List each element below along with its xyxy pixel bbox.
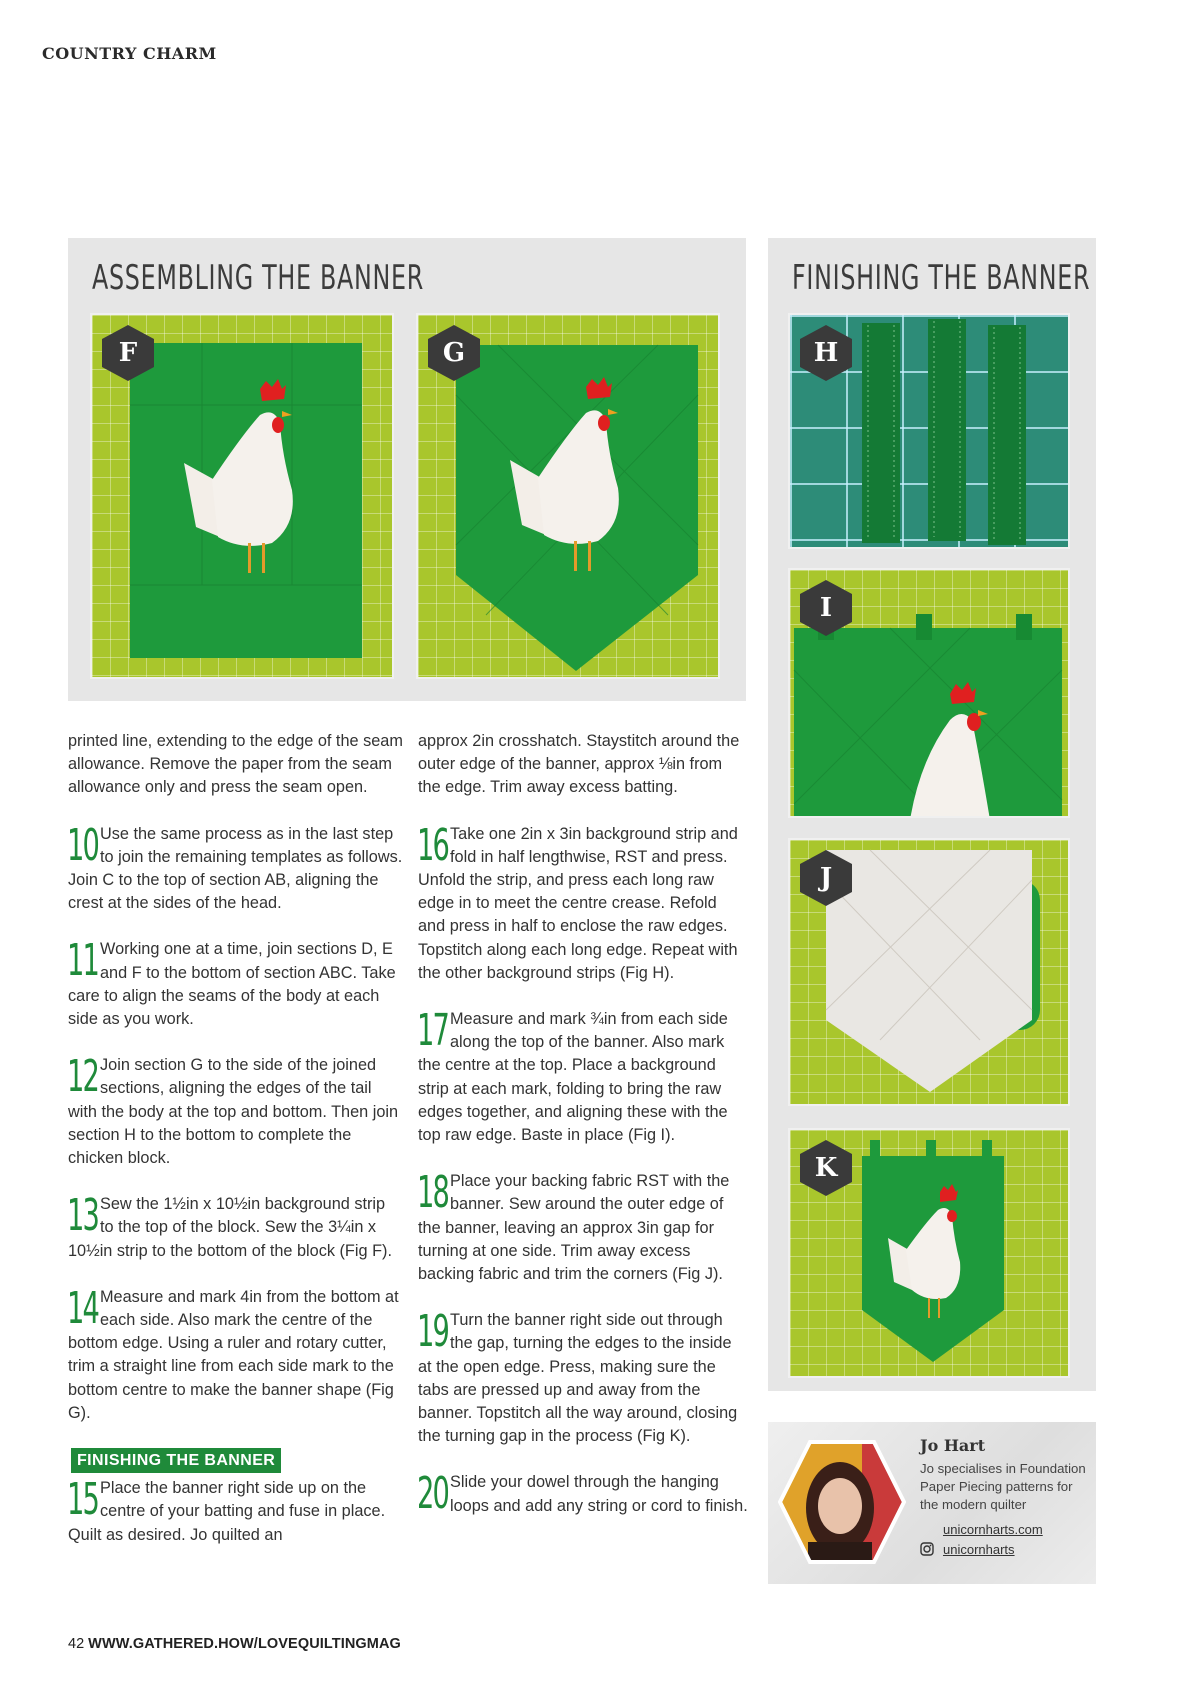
fig-g-label: G [442, 338, 466, 368]
step-number: 14 [67, 1282, 98, 1334]
fig-f-label: F [118, 338, 138, 368]
assembling-title: ASSEMBLING THE BANNER [92, 258, 425, 298]
footer-url: WWW.GATHERED.HOW/LOVEQUILTINGMAG [88, 1636, 401, 1652]
instructions-column-1 [68, 730, 403, 1570]
fig-k-badge [800, 1140, 852, 1196]
column-1-intro: printed line, extending to the edge of the seam allowance. Remove the paper from the seam allowance only and press the seam open. [68, 732, 403, 797]
fig-j-photo [788, 838, 1070, 1106]
step-text: Join section G to the side of the joined sections, aligning the edges of the tail with the body at the top and bottom. Then join section H to the bottom to complete the chicken block. [68, 1056, 399, 1168]
fig-f-badge [102, 325, 154, 381]
page-footer [68, 1636, 401, 1652]
step-number: 18 [417, 1167, 448, 1219]
fig-k-photo [788, 1128, 1070, 1378]
column-2-intro: approx 2in crosshatch. Staystitch around the outer edge of the banner, approx ⅛in from the edge. Trim away excess batting. [418, 732, 740, 797]
step-text: Measure and mark 4in from the bottom at each side. Also mark the centre of the bottom edge. Using a ruler and rotary cutter, trim a straight line from each side mark to the bottom centre to make the banner shape (Fig G). [68, 1287, 399, 1422]
step-number: 10 [67, 819, 98, 871]
fig-h-label: H [813, 338, 839, 368]
instructions-column-2 [418, 730, 748, 1541]
step-16 [417, 819, 748, 985]
step-text: Sew the 1½in x 10½in background strip to the top of the block. Sew the 3¼in x 10½in strip to the bottom of the block (Fig F). [68, 1195, 392, 1260]
instagram-icon [920, 1542, 934, 1556]
fig-g-photo [416, 313, 720, 679]
fig-i-badge [800, 580, 852, 636]
step-19 [417, 1306, 748, 1448]
step-number: 17 [417, 1005, 448, 1057]
finishing-subhead: FINISHING THE BANNER [71, 1448, 281, 1473]
step-number: 12 [67, 1051, 98, 1103]
step-text: Turn the banner right side out through the gap, turning the edges to the inside at the open edge. Press, making sure the tabs are pressed up and away from the banner. Topstitch all the way around, closing the turning gap in the process (Fig K). [418, 1311, 738, 1446]
avatar [778, 1438, 906, 1566]
designer-profile [768, 1422, 1096, 1584]
step-text: Place the banner right side up on the centre of your batting and fuse in place. Quilt as desired. Jo quilted an [68, 1479, 386, 1544]
step-number: 16 [417, 819, 448, 871]
step-number: 19 [417, 1306, 448, 1358]
step-15 [67, 1474, 403, 1547]
step-number: 11 [67, 935, 98, 987]
section-header: COUNTRY CHARM [42, 44, 217, 63]
step-text: Slide your dowel through the hanging loops and add any string or cord to finish. [450, 1473, 748, 1515]
assembling-panel [68, 238, 746, 701]
step-18 [417, 1167, 748, 1286]
step-13 [67, 1190, 403, 1263]
fig-j-label: J [819, 863, 833, 893]
finishing-title: FINISHING THE BANNER [792, 258, 1091, 298]
step-14 [67, 1282, 403, 1425]
fig-i-label: I [819, 593, 833, 623]
fig-h-photo [788, 313, 1070, 549]
step-12 [67, 1051, 403, 1170]
fig-f-photo [90, 313, 394, 679]
fig-g-badge [428, 325, 480, 381]
designer-name: Jo Hart [920, 1436, 986, 1455]
step-text: Place your backing fabric RST with the banner. Sew around the outer edge of the banner, leaving an approx 3in gap for turning at one side. Trim away excess backing fabric and trim the corners (Fig J). [418, 1172, 730, 1284]
step-text: Working one at a time, join sections D, E and F to the bottom of section ABC. Take care to align the seams of the body at each side as you work. [68, 940, 396, 1029]
page-number: 42 [68, 1636, 85, 1652]
step-11 [67, 935, 403, 1031]
step-number: 13 [67, 1190, 98, 1242]
instagram-link[interactable]: unicornharts [943, 1542, 1015, 1557]
fig-j-badge [800, 850, 852, 906]
step-text: Measure and mark ¾in from each side along the top of the banner. Also mark the centre at the top. Place a background strip at each mark, folding to bring the raw edges together, and aligning these with the top raw edge. Baste in place (Fig I). [418, 1010, 728, 1145]
website-link[interactable]: unicornharts.com [943, 1522, 1043, 1537]
step-number: 15 [67, 1474, 98, 1526]
step-10 [67, 819, 403, 916]
step-number: 20 [417, 1468, 448, 1520]
fig-k-label: K [814, 1153, 838, 1183]
designer-bio: Jo specialises in Foundation Paper Piecing patterns for the modern quilter [920, 1461, 1086, 1512]
step-text: Take one 2in x 3in background strip and fold in half lengthwise, RST and press. Unfold the strip, and press each long raw edge in to meet the centre crease. Refold and press in half to enclose the raw edges. Topstitch along each long edge. Repeat with the other background strips (Fig H). [418, 824, 738, 982]
fig-h-badge [800, 325, 852, 381]
finishing-panel [768, 238, 1096, 1391]
step-text: Use the same process as in the last step to join the remaining templates as follows. Join C to the top of section AB, aligning the crest at the sides of the head. [68, 824, 403, 913]
step-20 [417, 1468, 748, 1520]
step-17 [417, 1005, 748, 1147]
fig-i-photo [788, 568, 1070, 818]
